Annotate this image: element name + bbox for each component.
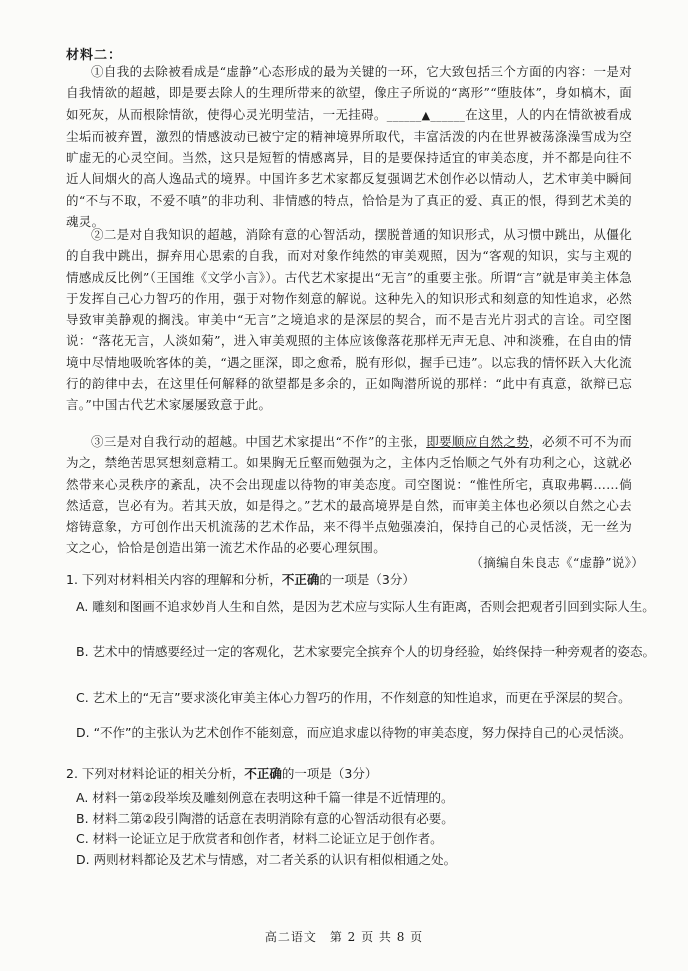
question-1-option-b: B. 艺术中的情感要经过一定的客观化，艺术家要完全摈弃个人的切身经验，始终保持一种旁观者的姿态。 [76,644,656,659]
question-2-emphasis: 不正确 [244,766,282,781]
question-2-option-b: B. 材料二第②段引陶潜的话意在表明消除有意的心智活动很有必要。 [76,811,454,826]
question-1-option-c: C. 艺术上的“无言”要求淡化审美主体心力智巧的作用，不作刻意的知性追求，而更在乎深层的契合。 [76,690,631,705]
question-1-emphasis: 不正确 [281,572,320,587]
question-2-option-a: A. 材料一第②段举埃及雕刻例意在表明这种千篇一律是不近情理的。 [76,790,454,805]
question-2-stem-a: 2. 下列对材料论证的相关分析， [66,766,245,781]
underlined-phrase: 即要顺应自然之势 [426,434,530,449]
material-paragraph-1 [66,61,632,232]
material-heading: 材料二： [66,48,123,63]
paragraph-1-text-b: 在这里，人的内在情欲被看成尘垢而被弃置，激烈的情感波动已被宁定的精神境界所取代，丰富活泼的内在世界被荡涤澡雪成为空旷虚无的心灵空间。当然，这只是短暂的情感离异，目的是要保持适宜的审美态度，并不都是向往不近人间烟火的高人逸品式的境界。中国许多艺术家都反复强调艺术创作必以情动人，艺术审美中瞬间的“不与不取，不爱不嗔”的非功利、非情感的特点，恰恰是为了真正的爱、真正的恨，得到艺术美的魂灵。 [66,106,632,230]
question-2-stem [66,763,646,785]
material-source: （摘编自朱良志《“虚静”说》） [470,555,644,570]
question-1-option-d: D. “不作”的主张认为艺术创作不能刻意，而应追求虚以待物的审美态度，努力保持自己的心灵恬淡。 [76,725,632,740]
page-footer: 高二语文 第 2 页 共 8 页 [264,930,424,944]
question-1-stem [66,569,646,591]
paragraph-3-text-a: ③三是对自我行动的超越。中国艺术家提出“不作”的主张， [91,434,427,449]
question-2-option-d: D. 两则材料都论及艺术与情感，对二者关系的认识有相似相通之处。 [76,852,457,867]
paragraph-3-text-b: ，必须不可不为而为之，禁绝苦思冥想刻意精工。如果胸无丘壑而勉强为之，主体内乏怡顺之气外有功利之心，这就必然带来心灵秩序的紊乱，决不会出现虚以待物的审美态度。司空图说：“惟性所宅，真取弗羁……倘然适意，岂必有为。若其天放，如是得之。”艺术的最高境界是自然，而审美主体也必须以自然之心去熔铸意象，方可创作出天机流荡的艺术作品，来不得半点勉强凑泊，保持自己的心灵恬淡，无一丝为文之心，恰恰是创造出第一流艺术作品的必要心理氛围。 [66,434,632,556]
paragraph-1-text-a: ①自我的去除被看成是“虚静”心态形成的最为关键的一环，它大致包括三个方面的内容：一是对自我情欲的超越，即是要去除人的生理所带来的欲望，像庄子所说的“离形”“堕肢体”，身如槁木，面如死灰，从而根除情欲，使得心灵光明莹洁，一无挂碍。 [66,64,632,122]
question-1-option-a: A. 雕刻和图画不追求妙肖人生和自然，是因为艺术应与实际人生有距离，否则会把观者引回到实际人生。 [76,599,655,614]
question-2-stem-b: 的一项是（3分） [281,766,378,781]
question-1-stem-a: 1. 下列对材料相关内容的理解和分析， [66,572,282,587]
material-paragraph-2: ②二是对自我知识的超越，消除有意的心智活动，摆脱普通的知识形式，从习惯中跳出，从僵化的自我中跳出，摒弃用心思索的自我，而对对象作纯然的审美观照，因为“客观的知识，实与主观的情感成反比例”（王国维《文学小言》）。古代艺术家提出“无言”的重要主张。所谓“言”就是审美主体急于发挥自己心力智巧的作用，强于对物作刻意的解说。这种先入的知识形式和刻意的知性追求，必然导致审美静观的搁浅。审美中“无言”之境追求的是深层的契合，而不是吉光片羽式的言诠。司空图说：“落花无言，人淡如菊”，进入审美观照的主体应该像落花那样无声无息、冲和淡雅，在自由的情境中尽情地吸吮客体的美，“遇之匪深，即之愈希，脱有形似，握手已违”。以忘我的情怀跃入大化流行的韵律中去，在这里任何解释的欲望都是多余的，正如陶潜所说的那样：“此中有真意，欲辩已忘言。”中国古代艺术家屡屡致意于此。 [66,227,632,413]
material-paragraph-3 [66,431,632,559]
question-1-stem-b: 的一项是（3分） [319,572,415,587]
question-2-option-c: C. 材料一论证立足于欣赏者和创作者，材料二论证立足于创作者。 [76,831,443,846]
answer-blank: ______▲______ [386,108,466,122]
